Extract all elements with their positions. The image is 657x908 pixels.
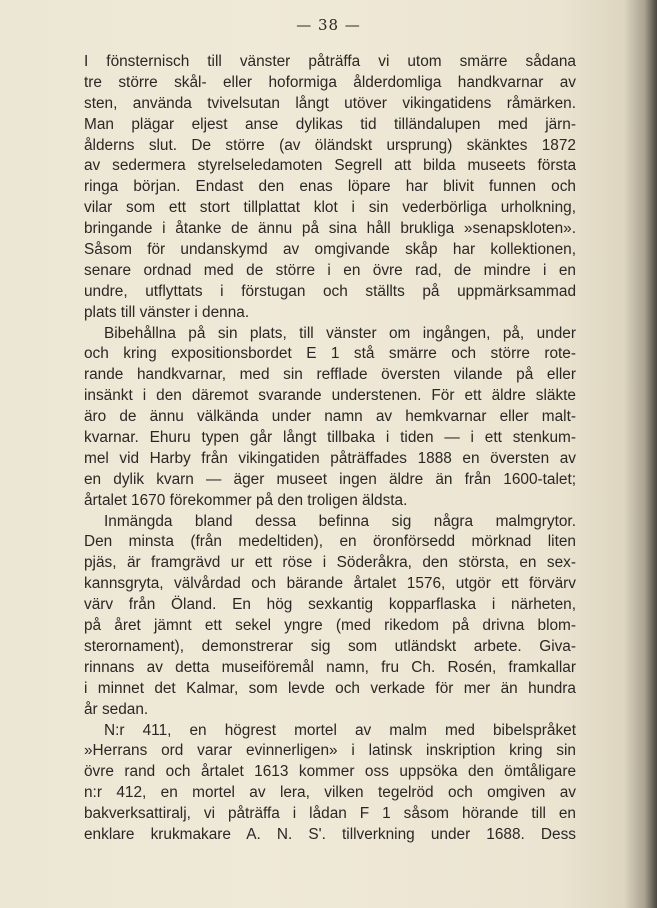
text-line: ringa början. Endast den enas löpare har blivit funnen och — [84, 178, 576, 196]
text-line: senare ordnad med de större i en övre rad, de mindre i en — [84, 261, 576, 279]
page-number: — 38 — — [296, 16, 361, 34]
text-line: rinnans av detta museiföremål namn, fru Ch. Rosén, framkallar — [84, 658, 576, 676]
text-line: I fönsternisch till vänster påträffa vi utom smärre sådana — [84, 53, 576, 70]
text-line: i minnet det Kalmar, som levde och verkade för mer än hundra — [84, 679, 576, 697]
text-line: mel vid Harby från vikingatiden påträffades 1888 en översten av — [84, 449, 576, 467]
text-line: insänkt i den däremot svarande understenen. För ett äldre släkte — [84, 387, 576, 405]
text-line: plats till vänster i denna. — [84, 303, 250, 321]
text-line: undre, utflyttats i förstugan och ställts på uppmärksammad — [84, 282, 576, 300]
text-line: år sedan. — [84, 700, 149, 718]
body-text — [84, 52, 576, 846]
book-spine-shadow — [645, 0, 657, 908]
text-line: enklare krukmakare A. N. S'. tillverkning under 1688. Dess — [84, 825, 576, 843]
text-line: pjäs, är framgrävd ur ett röse i Söderåkra, den största, en sex- — [84, 554, 576, 572]
text-line: årtalet 1670 förekommer på den troligen äldsta. — [84, 491, 408, 509]
text-line: n:r 412, en mortel av lera, vilken tegelröd och omgiven av — [84, 784, 576, 802]
text-line: och kring expositionsbordet E 1 stå smärre och större rote- — [84, 345, 576, 363]
text-line: Såsom för undanskymd av omgivande skåp har kollektionen, — [84, 241, 576, 259]
text-line: sten, använda tvivelsutan långt utöver vikingatidens råmärken. — [84, 94, 576, 112]
text-line: en dylik kvarn — äger museet ingen äldre än från 1600-talet; — [84, 470, 576, 488]
text-line: Den minsta (från medeltiden), en öronförsedd mörknad liten — [84, 533, 576, 551]
text-line: bringande i åtanke de ännu på sina håll brukliga »senapskloten». — [84, 220, 576, 238]
text-line: äro de ännu välkända under namn av hemkvarnar eller malt- — [84, 408, 576, 426]
text-line: »Herrans ord varar evinnerligen» i latinsk inskription kring sin — [84, 742, 576, 760]
text-line: av sedermera styrelseledamoten Segrell att bilda museets första — [84, 157, 576, 175]
text-line: värv från Öland. En hög sexkantig kopparflaska i närheten, — [84, 596, 576, 614]
text-line: vilar som ett stort tillplattat klot i sin vederbörliga urholkning, — [84, 199, 576, 217]
text-line: kvarnar. Ehuru typen går långt tillbaka i tiden — i ett stenkum- — [84, 429, 576, 447]
text-line: Man plägar eljest anse dylikas tid tilländalupen med järn- — [84, 115, 576, 133]
text-line: tre större skål- eller hoformiga ålderdomliga handkvarnar av — [84, 73, 576, 91]
text-line: Bibehållna på sin plats, till vänster om ingången, på, under — [104, 324, 576, 342]
text-line: Inmängda bland dessa befinna sig några malmgrytor. — [104, 512, 576, 530]
text-line: sterornament), demonstrerar sig som utländskt arbete. Giva- — [84, 637, 576, 655]
text-line: övre rand och årtalet 1613 kommer oss uppsöka den ömtåligare — [84, 763, 576, 781]
text-line: rande handkvarnar, med sin refflade översten vilande på eller — [84, 366, 576, 384]
text-line: på året jämnt ett sekel yngre (med rikedom på drivna blom- — [84, 617, 576, 635]
text-line: N:r 411, en högrest mortel av malm med bibelspråket — [104, 721, 576, 739]
text-line: bakverksattiralj, vi påträffa i lådan F 1 såsom hörande till en — [84, 805, 576, 823]
text-line: kannsgryta, välvårdad och bärande årtalet 1576, utgör ett förvärv — [84, 575, 576, 593]
text-line: ålderns slut. De större (av öländskt ursprung) skänktes 1872 — [84, 136, 576, 154]
